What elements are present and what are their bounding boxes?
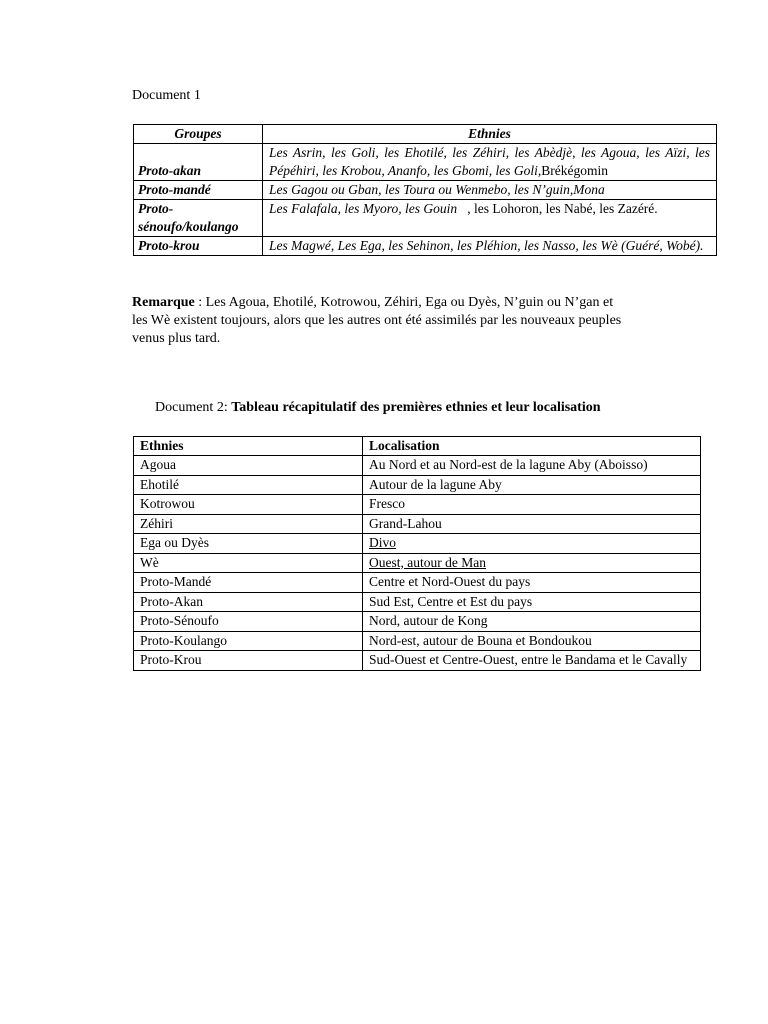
table-row (134, 534, 701, 554)
remarque-label: Remarque (132, 295, 195, 310)
localisation-cell: Sud Est, Centre et Est du pays (363, 592, 701, 612)
table-row (134, 573, 701, 593)
table-row (134, 456, 701, 476)
ethnies-text: Les Falafala, les Myoro, les Gouin (269, 201, 458, 216)
remarque-text: : Les Agoua, Ehotilé, Kotrowou, Zéhiri, Ega ou Dyès, N’guin ou N’gan et les Wè existent toujours, alors que les autres ont été assimilés par les nouveaux peuples venus plus tard. (132, 295, 622, 346)
table-row (134, 612, 701, 632)
header-groupes: Groupes (134, 125, 263, 144)
localisation-cell: Ouest, autour de Man (363, 553, 701, 573)
ethnie-cell: Zéhiri (134, 514, 363, 534)
table-row (134, 200, 717, 237)
group-cell: Proto-sénoufo/koulango (134, 200, 263, 237)
table-header-row (134, 125, 717, 144)
table-row (134, 514, 701, 534)
ethnie-cell: Ehotilé (134, 475, 363, 495)
ethnie-cell: Proto-Krou (134, 651, 363, 671)
ethnie-cell: Proto-Akan (134, 592, 363, 612)
localisation-cell: Sud-Ouest et Centre-Ouest, entre le Bandama et le Cavally (363, 651, 701, 671)
table-row (134, 651, 701, 671)
localisation-cell: Centre et Nord-Ouest du pays (363, 573, 701, 593)
document-2-heading (155, 400, 601, 416)
localisation-cell: Au Nord et au Nord-est de la lagune Aby (Aboisso) (363, 456, 701, 476)
ethnies-text-plain: Brékégomin (541, 163, 608, 178)
group-cell: Proto-akan (134, 144, 263, 181)
table-row (134, 237, 717, 256)
table-row (134, 631, 701, 651)
document-2-title: Tableau récapitulatif des premières ethnies et leur localisation (231, 400, 601, 415)
ethnies-cell (263, 181, 717, 200)
remarque-paragraph (132, 294, 632, 348)
ethnies-cell (263, 237, 717, 256)
group-cell: Proto-mandé (134, 181, 263, 200)
group-cell: Proto-krou (134, 237, 263, 256)
ethnies-text: Les Asrin, les Goli, les Ehotilé, les Zéhiri, les Abèdjè, les Agoua, les Aïzi, les Pépéhiri, les Krobou, Ananfo, les Gbomi, les Goli, (269, 145, 710, 178)
ethnie-cell: Agoua (134, 456, 363, 476)
table-header-row (134, 437, 701, 456)
ethnies-cell (263, 144, 717, 181)
groups-ethnies-table (133, 124, 717, 256)
ethnie-cell: Proto-Sénoufo (134, 612, 363, 632)
ethnies-text: Les Gagou ou Gban, les Toura ou Wenmebo, les N’guin,Mona (269, 182, 605, 197)
localisation-cell: Nord-est, autour de Bouna et Bondoukou (363, 631, 701, 651)
document-1-label: Document 1 (132, 88, 201, 103)
ethnie-cell: Ega ou Dyès (134, 534, 363, 554)
localisation-cell: Autour de la lagune Aby (363, 475, 701, 495)
ethnies-cell (263, 200, 717, 237)
header-ethnies: Ethnies (134, 437, 363, 456)
header-ethnies: Ethnies (263, 125, 717, 144)
ethnie-cell: Proto-Koulango (134, 631, 363, 651)
ethnies-text: Les Magwé, Les Ega, les Sehinon, les Pléhion, les Nasso, les Wè (Guéré, Wobé). (269, 238, 704, 253)
table-row (134, 553, 701, 573)
localisation-cell: Nord, autour de Kong (363, 612, 701, 632)
document-2-label: Document 2: (155, 400, 232, 415)
localisation-cell: Grand-Lahou (363, 514, 701, 534)
ethnie-cell: Kotrowou (134, 495, 363, 515)
table-row (134, 181, 717, 200)
header-localisation: Localisation (363, 437, 701, 456)
table-row (134, 475, 701, 495)
localisation-cell: Divo (363, 534, 701, 554)
table-row (134, 144, 717, 181)
ethnie-cell: Wè (134, 553, 363, 573)
table-row (134, 592, 701, 612)
ethnie-cell: Proto-Mandé (134, 573, 363, 593)
localisation-cell: Fresco (363, 495, 701, 515)
table-row (134, 495, 701, 515)
ethnies-localisation-table (133, 436, 701, 671)
ethnies-text-plain: , les Lohoron, les Nabé, les Zazéré. (457, 201, 658, 216)
